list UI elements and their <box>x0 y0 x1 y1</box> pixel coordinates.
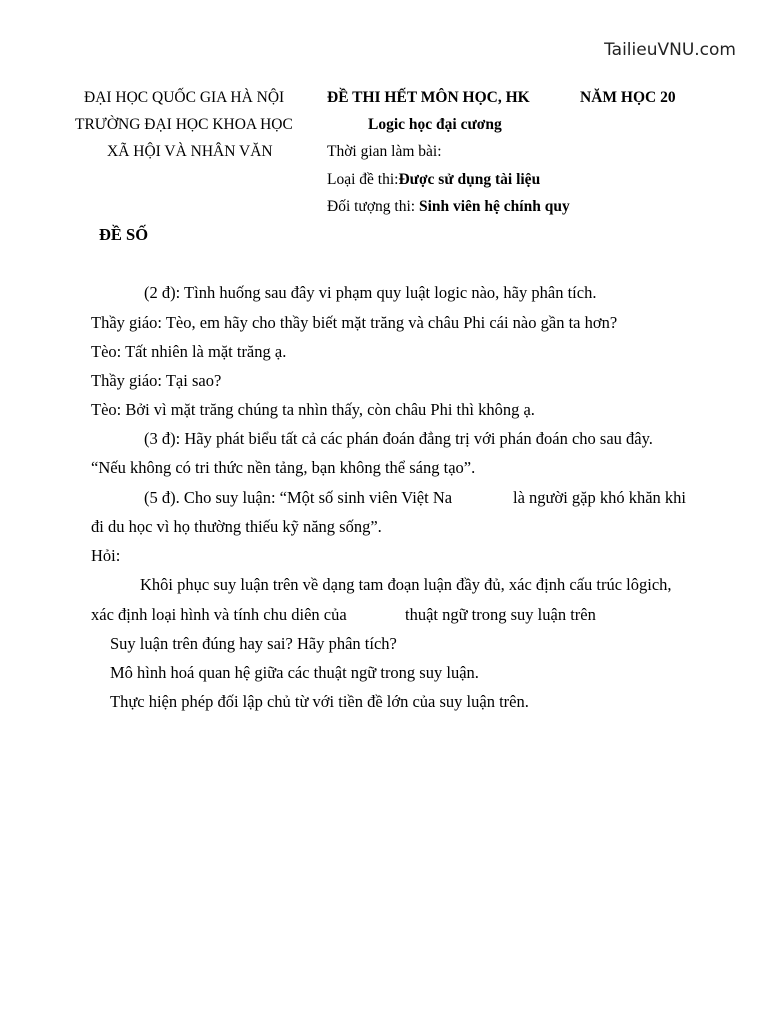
exam-type-value: Được sử dụng tài liệu <box>398 171 541 188</box>
question-3-item-1-cont-part1: xác định loại hình và tính chu diên của <box>91 605 347 624</box>
faculty-name-line2: XÃ HỘI VÀ NHÂN VĂN <box>107 143 273 160</box>
question-3-ask-label: Hỏi: <box>91 546 121 565</box>
exam-target-value: Sinh viên hệ chính quy <box>418 198 570 215</box>
question-3-prompt-part1: (5 đ). Cho suy luận: “Một số sinh viên Việt Na <box>144 488 453 507</box>
question-3-prompt-line2: đi du học vì họ thường thiếu kỹ năng sống”. <box>91 517 382 536</box>
question-3-item-4: Thực hiện phép đối lập chủ từ với tiền đề lớn của suy luận trên. <box>110 692 529 711</box>
watermark-text: TailieuVNU.com <box>604 40 736 60</box>
question-1-prompt: (2 đ): Tình huống sau đây vi phạm quy luật logic nào, hãy phân tích. <box>144 283 597 302</box>
faculty-name-line1: TRƯỜNG ĐẠI HỌC KHOA HỌC <box>75 116 293 133</box>
exam-title: ĐỀ THI HẾT MÔN HỌC, HK <box>327 89 530 106</box>
dialogue-line-4: Tèo: Bởi vì mặt trăng chúng ta nhìn thấy, còn châu Phi thì không ạ. <box>91 400 535 419</box>
dialogue-line-2: Tèo: Tất nhiên là mặt trăng ạ. <box>91 342 287 361</box>
school-year: NĂM HỌC 20 <box>580 89 676 106</box>
exam-target-label: Đối tượng thi: <box>327 198 419 215</box>
question-2-prompt: (3 đ): Hãy phát biểu tất cả các phán đoán đẳng trị với phán đoán cho sau đây. <box>144 429 653 448</box>
question-3-item-1-cont-part2: thuật ngữ trong suy luận trên <box>405 605 596 624</box>
dialogue-line-1: Thầy giáo: Tèo, em hãy cho thầy biết mặt trăng và châu Phi cái nào gần ta hơn? <box>91 313 618 332</box>
time-label: Thời gian làm bài: <box>327 143 442 160</box>
question-3-item-2: Suy luận trên đúng hay sai? Hãy phân tích? <box>110 634 397 653</box>
exam-type <box>327 172 540 188</box>
question-2-statement: “Nếu không có tri thức nền tảng, bạn không thể sáng tạo”. <box>91 458 476 477</box>
question-3-item-1: Khôi phục suy luận trên về dạng tam đoạn luận đầy đủ, xác định cấu trúc lôgich, <box>140 575 672 594</box>
exam-type-label: Loại đề thi: <box>327 171 399 188</box>
dialogue-line-3: Thầy giáo: Tại sao? <box>91 371 222 390</box>
exam-target <box>327 199 570 215</box>
question-3-item-3: Mô hình hoá quan hệ giữa các thuật ngữ trong suy luận. <box>110 663 479 682</box>
question-3-prompt-part2: là người gặp khó khăn khi <box>513 488 687 507</box>
exam-number-label: ĐỀ SỐ <box>99 225 149 244</box>
subject-name: Logic học đại cương <box>368 116 502 133</box>
university-name: ĐẠI HỌC QUỐC GIA HÀ NỘI <box>84 89 285 106</box>
